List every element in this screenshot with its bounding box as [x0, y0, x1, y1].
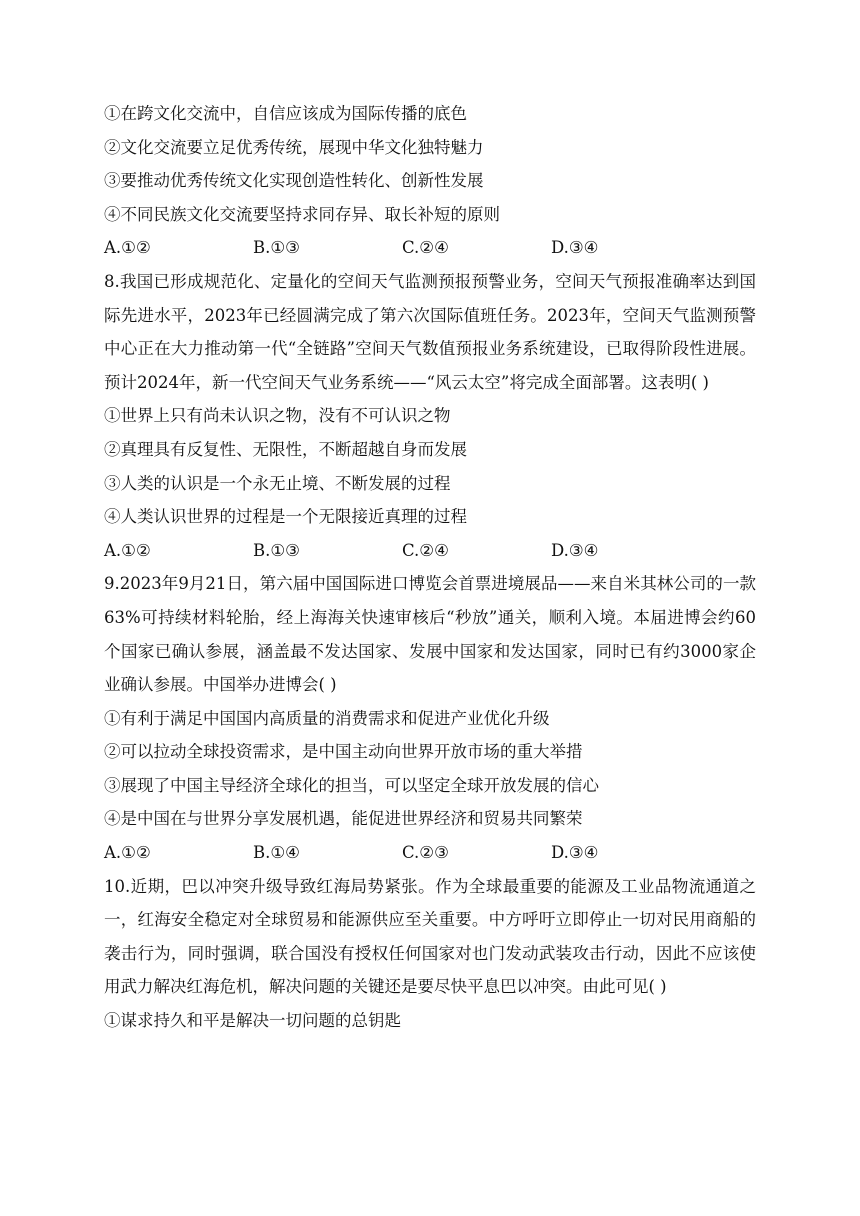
question-8 [104, 265, 764, 567]
statement-4: ④人类认识世界的过程是一个无限接近真理的过程 [104, 507, 467, 527]
question-stem: 10.近期，巴以冲突升级导致红海局势紧张。作为全球最重要的能源及工业品物流通道之一，红海安全稳定对全球贸易和能源供应至关重要。中方呼吁立即停止一切对民用商船的袭击行为，同时强调，联合国没有授权任何国家对也门发动武装攻击行动，因此不应该使用武力解决红海危机，解决问题的关键还是要尽快平息巴以冲突。由此可见( ) [104, 876, 756, 997]
option-c: C.②④ [402, 238, 449, 258]
option-b: B.①③ [253, 540, 300, 560]
question-7 [104, 97, 764, 265]
option-a: A.①② [104, 540, 151, 560]
statement-2: ②真理具有反复性、无限性，不断超越自身而发展 [104, 439, 467, 459]
option-b: B.①④ [253, 843, 300, 863]
option-a: A.①② [104, 238, 151, 258]
statement-1: ①在跨文化交流中，自信应该成为国际传播的底色 [104, 104, 467, 123]
option-d: D.③④ [551, 540, 599, 560]
option-a: A.①② [104, 843, 151, 863]
option-c: C.②④ [402, 540, 449, 560]
statement-3: ③人类的认识是一个永无止境、不断发展的过程 [104, 473, 451, 493]
statement-1: ①有利于满足中国国内高质量的消费需求和促进产业优化升级 [104, 708, 550, 728]
statement-3: ③展现了中国主导经济全球化的担当，可以坚定全球开放发展的信心 [104, 775, 599, 795]
option-c: C.②③ [402, 843, 449, 863]
statement-4: ④不同民族文化交流要坚持求同存异、取长补短的原则 [104, 204, 500, 224]
question-stem: 9.2023年9月21日，第六届中国国际进口博览会首票进境展品——来自米其林公司的一款63%可持续材料轮胎，经上海海关快速审核后“秒放”通关，顺利入境。本届进博会约60个国家已确认参展，涵盖最不发达国家、发展中国家和发达国家，同时已有约3000家企业确认参展。中国举办进博会( ) [104, 574, 756, 695]
statement-2: ②文化交流要立足优秀传统，展现中华文化独特魅力 [104, 137, 484, 157]
answer-options [104, 836, 764, 870]
question-9 [104, 567, 764, 869]
statement-3: ③要推动优秀传统文化实现创造性转化、创新性发展 [104, 171, 484, 191]
answer-options [104, 534, 764, 568]
statement-2: ②可以拉动全球投资需求，是中国主动向世界开放市场的重大举措 [104, 742, 583, 762]
option-d: D.③④ [551, 843, 599, 863]
statement-1: ①世界上只有尚未认识之物，没有不可认识之物 [104, 406, 451, 426]
question-10 [104, 870, 764, 1038]
statement-4: ④是中国在与世界分享发展机遇，能促进世界经济和贸易共同繁荣 [104, 809, 583, 829]
option-b: B.①③ [253, 238, 300, 258]
question-content [104, 97, 764, 1038]
option-d: D.③④ [551, 238, 599, 258]
question-stem: 8.我国已形成规范化、定量化的空间天气监测预报预警业务，空间天气预报准确率达到国际先进水平，2023年已经圆满完成了第六次国际值班任务。2023年，空间天气监测预警中心正在大力推动第一代“全链路”空间天气数值预报业务系统建设，已取得阶段性进展。预计2024年，新一代空间天气业务系统——“风云太空”将完成全面部署。这表明( ) [104, 271, 756, 392]
answer-options [104, 231, 764, 265]
statement-1: ①谋求持久和平是解决一切问题的总钥匙 [104, 1011, 401, 1031]
